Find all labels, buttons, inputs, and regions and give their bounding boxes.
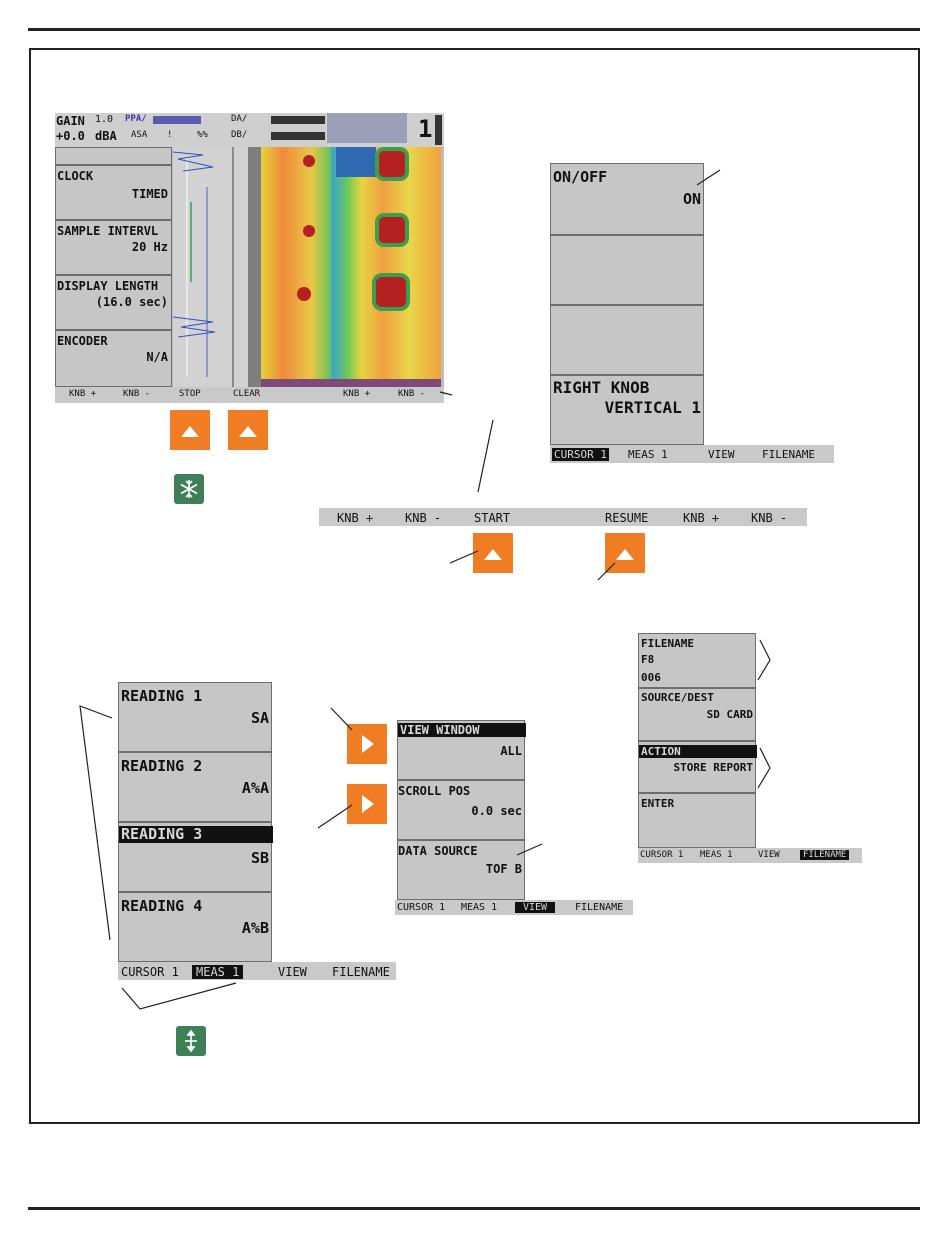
softkey-knb-plus-2[interactable]: KNB +: [343, 389, 371, 399]
menu-item-label: VIEW WINDOW: [398, 723, 526, 737]
reading-value: SA: [250, 709, 269, 727]
tab-cursor[interactable]: CURSOR 1: [397, 902, 446, 913]
gate-peak-label: PPA/: [125, 114, 147, 124]
tab-filename[interactable]: FILENAME: [800, 850, 849, 860]
tab-view[interactable]: VIEW: [758, 850, 780, 860]
menu-item-value: ON: [682, 190, 701, 208]
callout-start: [450, 551, 478, 563]
gate-asa-value: !: [167, 130, 173, 140]
menu-item-value: N/A: [146, 350, 168, 364]
page-number: 1: [418, 115, 433, 143]
menu-item-value: 20 Hz: [131, 240, 168, 254]
filename-line-2: 006: [641, 671, 661, 684]
tab-cursor[interactable]: CURSOR 1: [121, 965, 179, 979]
menu-item-value: ALL: [500, 744, 522, 758]
callout-readings-bracket: [80, 706, 112, 940]
softkey-knb-minus[interactable]: KNB -: [123, 389, 151, 399]
softkey-knb-minus-2[interactable]: KNB -: [751, 511, 788, 525]
menu-item-value: (16.0 sec): [95, 295, 168, 309]
softkey-resume[interactable]: RESUME: [605, 511, 649, 525]
softkey-clear[interactable]: CLEAR: [233, 389, 261, 399]
callout-data-source: [517, 844, 542, 855]
tab-filename[interactable]: FILENAME: [575, 902, 624, 913]
tab-meas[interactable]: MEAS 1: [700, 850, 733, 860]
callout-resume: [598, 563, 615, 580]
gain-unit: dBA: [95, 129, 117, 143]
gain-value: +0.0: [56, 129, 85, 143]
softkey-knb-plus[interactable]: KNB +: [69, 389, 97, 399]
softkey-knb-minus-2[interactable]: KNB -: [398, 389, 426, 399]
tab-view[interactable]: VIEW: [278, 965, 307, 979]
reading-value: A%A: [241, 779, 269, 797]
reading-label: READING 3: [119, 826, 273, 843]
menu-item-label: FILENAME: [641, 637, 694, 650]
gate-asa-label: ASA: [131, 130, 148, 140]
reading-label: READING 2: [121, 757, 203, 775]
callout-softkey-bar: [478, 420, 493, 492]
menu-item-label: ACTION: [639, 745, 757, 758]
gate-percent: %%: [197, 130, 208, 140]
tab-view[interactable]: VIEW: [515, 902, 555, 913]
callout-readings: [318, 805, 352, 828]
tab-filename[interactable]: FILENAME: [332, 965, 390, 979]
menu-item-label: CLOCK: [57, 169, 94, 183]
softkey-knb-plus[interactable]: KNB +: [337, 511, 374, 525]
tab-meas[interactable]: MEAS 1: [461, 902, 498, 913]
reading-value: SB: [250, 849, 269, 867]
tab-meas[interactable]: MEAS 1: [192, 965, 243, 979]
da-label: DA/: [231, 114, 248, 124]
tab-meas[interactable]: MEAS 1: [628, 448, 668, 461]
menu-item-label: ENCODER: [57, 334, 108, 348]
tab-filename[interactable]: FILENAME: [762, 448, 815, 461]
menu-item-label: ENTER: [641, 797, 675, 810]
menu-item-label: SOURCE/DEST: [641, 691, 714, 704]
menu-item-value: 0.0 sec: [471, 804, 522, 818]
reading-value: A%B: [241, 919, 269, 937]
menu-item-value: TOF B: [485, 862, 522, 876]
softkey-knb-plus-2[interactable]: KNB +: [683, 511, 720, 525]
menu-item-label: SAMPLE INTERVL: [57, 224, 159, 238]
tab-view[interactable]: VIEW: [708, 448, 735, 461]
menu-item-label: RIGHT KNOB: [553, 378, 650, 397]
menu-item-value: SD CARD: [706, 708, 753, 721]
callout-knb-minus: [440, 392, 452, 395]
menu-item-label: SCROLL POS: [398, 784, 471, 798]
db-label: DB/: [231, 130, 248, 140]
menu-item-label: DISPLAY LENGTH: [57, 279, 159, 293]
menu-item-value: STORE REPORT: [673, 761, 753, 774]
filename-line-1: F8: [641, 653, 655, 666]
menu-item-label: ON/OFF: [553, 168, 608, 186]
menu-item-value: TIMED: [131, 187, 168, 201]
callout-meas-tab: [122, 983, 236, 1009]
gain-step: 1.0: [95, 114, 114, 125]
menu-item-value: VERTICAL 1: [604, 398, 701, 417]
tab-cursor[interactable]: CURSOR 1: [640, 850, 684, 860]
softkey-stop[interactable]: STOP: [179, 389, 201, 399]
reading-label: READING 1: [121, 687, 203, 705]
tab-cursor[interactable]: CURSOR 1: [554, 448, 607, 461]
gain-label: GAIN: [56, 114, 85, 128]
callout-view-window: [331, 708, 352, 730]
softkey-knb-minus[interactable]: KNB -: [405, 511, 442, 525]
bracket-action: [758, 748, 770, 788]
bracket-filename: [758, 640, 770, 680]
reading-label: READING 4: [121, 897, 203, 915]
menu-item-label: DATA SOURCE: [398, 844, 478, 858]
softkey-start[interactable]: START: [474, 511, 511, 525]
callout-on-off: [697, 170, 720, 185]
